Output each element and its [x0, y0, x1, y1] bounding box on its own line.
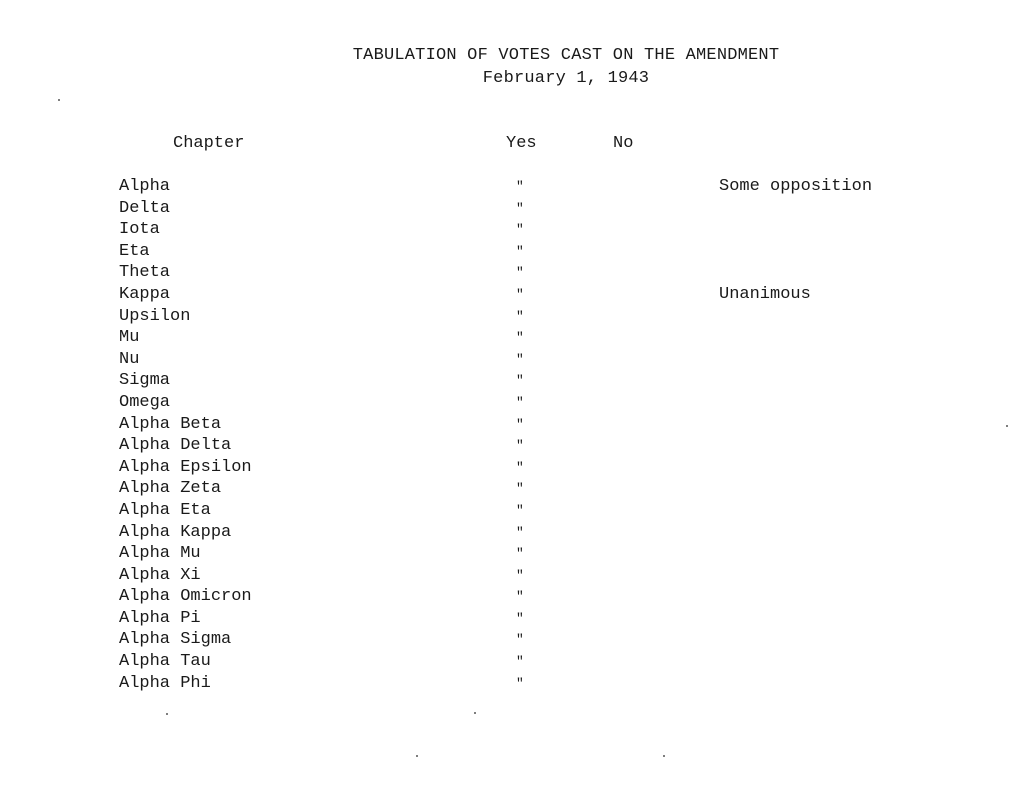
scan-speck [1006, 425, 1008, 427]
chapter-name: Eta [119, 241, 150, 261]
yes-ditto-mark: " [516, 502, 524, 518]
yes-ditto-mark: " [516, 438, 524, 454]
table-row [0, 262, 1024, 284]
chapter-name: Mu [119, 328, 140, 348]
yes-ditto-mark: " [516, 459, 524, 475]
table-row [0, 565, 1024, 587]
yes-ditto-mark: " [516, 200, 524, 216]
document-date: February 1, 1943 [482, 69, 650, 88]
table-row [0, 176, 1024, 198]
chapter-name: Alpha Tau [119, 652, 211, 672]
table-row [0, 522, 1024, 544]
table-row [0, 457, 1024, 479]
chapter-name: Alpha Eta [119, 500, 211, 520]
table-row [0, 435, 1024, 457]
chapter-name: Kappa [119, 284, 171, 304]
document-title: TABULATION OF VOTES CAST ON THE AMENDMENT [352, 46, 780, 65]
chapter-name: Alpha Mu [119, 544, 201, 564]
table-row [0, 370, 1024, 392]
yes-ditto-mark: " [516, 265, 524, 281]
yes-ditto-mark: " [516, 416, 524, 432]
yes-ditto-mark: " [516, 308, 524, 324]
table-row [0, 284, 1024, 306]
chapter-name: Nu [119, 349, 140, 369]
yes-ditto-mark: " [516, 394, 524, 410]
chapter-name: Alpha Xi [119, 565, 201, 585]
table-row [0, 478, 1024, 500]
yes-ditto-mark: " [516, 222, 524, 238]
table-row [0, 349, 1024, 371]
chapter-name: Alpha Pi [119, 608, 201, 628]
table-row [0, 586, 1024, 608]
yes-ditto-mark: " [516, 351, 524, 367]
chapter-name: Alpha Epsilon [119, 457, 252, 477]
chapter-name: Alpha Beta [119, 414, 222, 434]
table-row [0, 651, 1024, 673]
chapter-name: Delta [119, 198, 171, 218]
table-row [0, 327, 1024, 349]
scan-speck [474, 712, 476, 714]
column-header-no: No [613, 134, 634, 153]
chapter-name: Alpha Zeta [119, 479, 222, 499]
table-row [0, 241, 1024, 263]
table-row [0, 673, 1024, 695]
vote-table [0, 176, 1024, 694]
vote-note: Unanimous [719, 284, 811, 304]
chapter-name: Alpha Phi [119, 673, 211, 693]
yes-ditto-mark: " [516, 632, 524, 648]
chapter-name: Upsilon [119, 306, 191, 326]
table-row [0, 500, 1024, 522]
table-row [0, 414, 1024, 436]
chapter-name: Alpha Kappa [119, 522, 232, 542]
yes-ditto-mark: " [516, 373, 524, 389]
yes-ditto-mark: " [516, 243, 524, 259]
chapter-name: Alpha [119, 177, 171, 196]
scan-speck [663, 755, 665, 757]
yes-ditto-mark: " [516, 330, 524, 346]
yes-ditto-mark: " [516, 546, 524, 562]
chapter-name: Alpha Delta [119, 436, 232, 456]
yes-ditto-mark: " [516, 179, 524, 194]
table-row [0, 306, 1024, 328]
column-header-yes: Yes [506, 134, 537, 153]
table-row [0, 198, 1024, 220]
yes-ditto-mark: " [516, 524, 524, 540]
yes-ditto-mark: " [516, 481, 524, 497]
yes-ditto-mark: " [516, 675, 524, 691]
scan-speck [416, 755, 418, 757]
scan-speck [166, 713, 168, 715]
chapter-name: Iota [119, 220, 160, 240]
table-row [0, 392, 1024, 414]
table-row [0, 629, 1024, 651]
yes-ditto-mark: " [516, 286, 524, 302]
yes-ditto-mark: " [516, 610, 524, 626]
chapter-name: Alpha Omicron [119, 587, 252, 607]
column-header-chapter: Chapter [173, 134, 245, 153]
yes-ditto-mark: " [516, 567, 524, 583]
table-row [0, 608, 1024, 630]
chapter-name: Sigma [119, 371, 171, 391]
yes-ditto-mark: " [516, 654, 524, 670]
table-row [0, 219, 1024, 241]
table-row [0, 543, 1024, 565]
vote-note: Some opposition [719, 177, 873, 196]
chapter-name: Omega [119, 392, 171, 412]
chapter-name: Alpha Sigma [119, 630, 232, 650]
scan-speck [58, 99, 60, 101]
chapter-name: Theta [119, 263, 171, 283]
yes-ditto-mark: " [516, 589, 524, 605]
